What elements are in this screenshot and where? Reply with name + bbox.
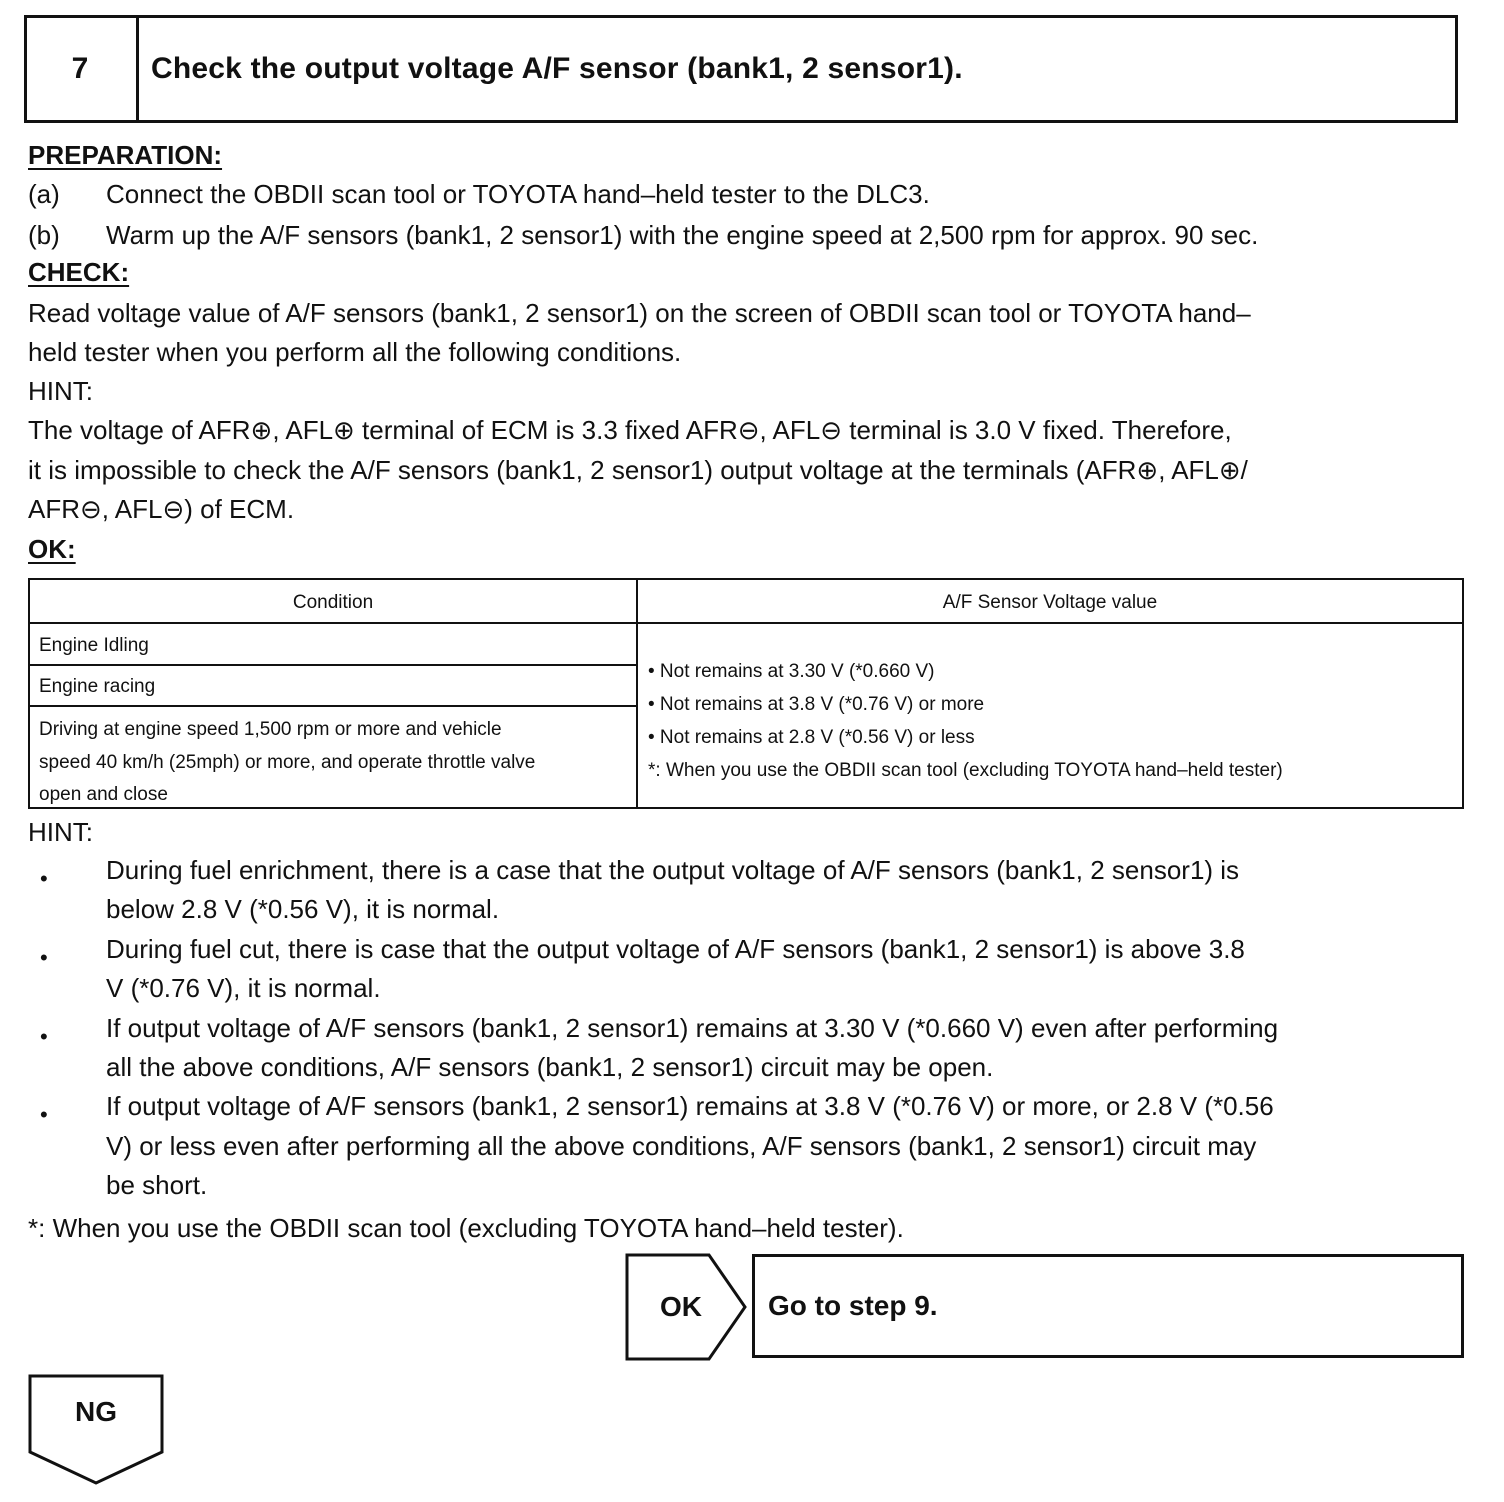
table-header-voltage: A/F Sensor Voltage value [942,592,1158,613]
hint-line: The voltage of AFR⊕, AFL⊕ terminal of ECM is 3.3 fixed AFR⊖, AFL⊖ terminal is 3.0 V fixed. Therefore, [28,415,1232,445]
bullet-icon: • [40,1024,48,1049]
hint-item-line: During fuel cut, there is case that the output voltage of A/F sensors (bank1, 2 sensor1) is above 3.8 [106,934,1245,964]
table-cell-condition: open and close [39,784,168,805]
hint-line: AFR⊖, AFL⊖) of ECM. [28,494,295,524]
bullet-icon: • [40,945,48,970]
preparation-item-text: Warm up the A/F sensors (bank1, 2 sensor1) with the engine speed at 2,500 rpm for approx. 90 sec. [106,220,1259,250]
bullet-icon: • [40,1102,48,1127]
preparation-item-a [0,175,1504,214]
hint-item-line: During fuel enrichment, there is a case that the output voltage of A/F sensors (bank1, 2 sensor1) is [106,855,1240,885]
hint-item-line: V (*0.76 V), it is normal. [106,973,381,1003]
hint-item-line: If output voltage of A/F sensors (bank1, 2 sensor1) remains at 3.8 V (*0.76 V) or more, or 2.8 V (*0.56 [106,1091,1274,1121]
hint-label: HINT: [28,817,93,847]
bullet-icon: • [40,866,48,891]
table-column-divider [636,580,638,807]
table-row-divider [30,664,636,666]
preparation-item-text: Connect the OBDII scan tool or TOYOTA hand–held tester to the DLC3. [106,179,930,209]
hint-item-line: If output voltage of A/F sensors (bank1, 2 sensor1) remains at 3.30 V (*0.660 V) even after performing [106,1013,1279,1043]
down-arrow-icon [28,1374,166,1486]
hint-item-line: be short. [106,1170,208,1200]
check-label: CHECK: [28,257,130,287]
preparation-label: PREPARATION: [28,140,223,170]
table-cell-value: • Not remains at 3.8 V (*0.76 V) or more [648,694,985,715]
ng-result-arrow [28,1374,166,1486]
table-row-divider [30,705,636,707]
hint-item-line: V) or less even after performing all the above conditions, A/F sensors (bank1, 2 sensor1) circuit may [106,1131,1257,1161]
hint-item-line: all the above conditions, A/F sensors (bank1, 2 sensor1) circuit may be open. [106,1052,994,1082]
preparation-item-b [0,216,1504,255]
hint-line: it is impossible to check the A/F sensors (bank1, 2 sensor1) output voltage at the terminals (AFR⊕, AFL⊕/ [28,455,1248,485]
check-line: held tester when you perform all the following conditions. [28,337,682,367]
table-cell-condition: Engine racing [39,676,156,697]
table-cell-value: *: When you use the OBDII scan tool (excluding TOYOTA hand–held tester) [648,760,1283,781]
ok-action-text: Go to step 9. [768,1290,938,1321]
check-line: Read voltage value of A/F sensors (bank1, 2 sensor1) on the screen of OBDII scan tool or TOYOTA hand– [28,298,1251,328]
footnote: *: When you use the OBDII scan tool (excluding TOYOTA hand–held tester). [28,1213,904,1243]
table-cell-value: • Not remains at 3.30 V (*0.660 V) [648,661,935,682]
ok-result-label: OK [660,1291,702,1322]
ok-label: OK: [28,534,76,564]
table-cell-condition: Driving at engine speed 1,500 rpm or more and vehicle [39,719,502,740]
preparation-item-letter: (b) [28,220,60,250]
step-title: Check the output voltage A/F sensor (bank1, 2 sensor1). [151,52,963,85]
table-header-condition: Condition [292,592,374,613]
ok-result-arrow [625,1253,749,1361]
table-cell-value: • Not remains at 2.8 V (*0.56 V) or less [648,727,975,748]
ok-condition-table [28,578,1464,809]
table-cell-condition: speed 40 km/h (25mph) or more, and operate throttle valve [39,752,536,773]
ng-result-label: NG [75,1396,117,1427]
table-cell-condition: Engine Idling [39,635,149,656]
table-header-divider [30,622,1462,624]
preparation-item-letter: (a) [28,179,60,209]
step-number: 7 [24,15,139,123]
hint-label: HINT: [28,376,93,406]
hint-item-line: below 2.8 V (*0.56 V), it is normal. [106,894,500,924]
